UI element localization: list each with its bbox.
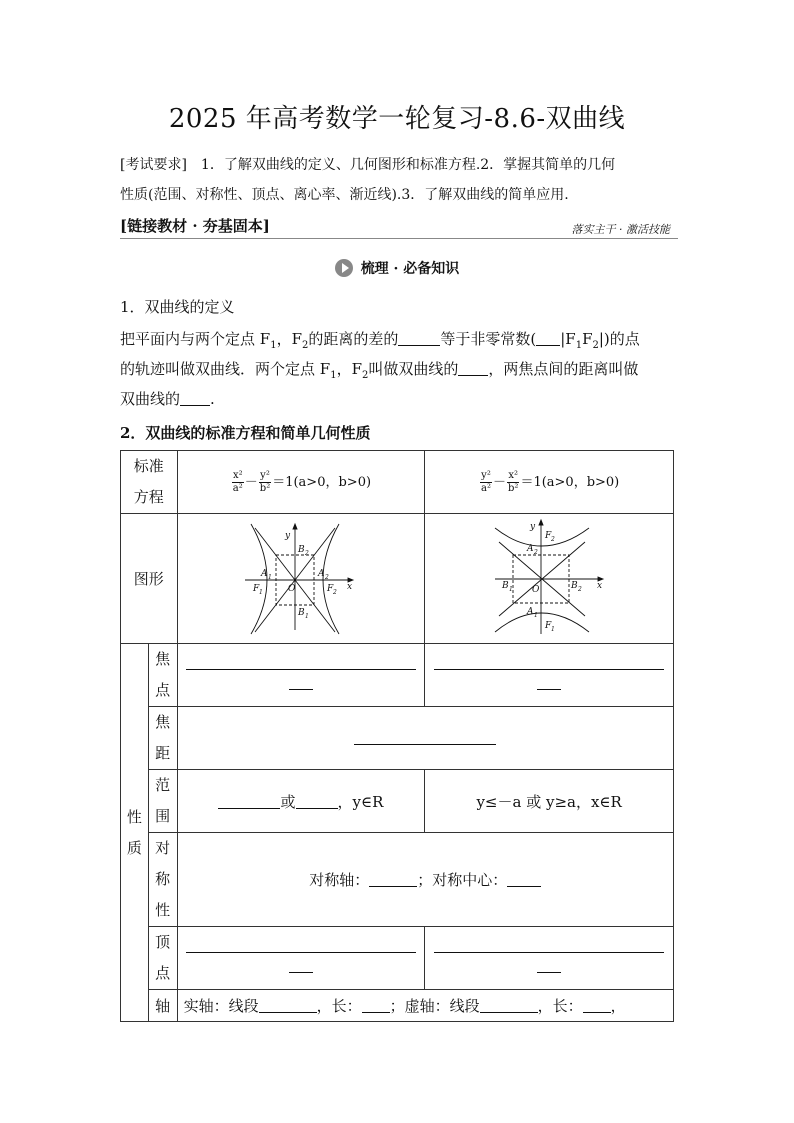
svg-text:2: 2 — [332, 588, 337, 596]
symmetry-answer[interactable]: 对称轴： ；对称中心： — [177, 833, 673, 927]
svg-text:x: x — [346, 581, 352, 592]
properties-heading: 2．双曲线的标准方程和简单几何性质 — [120, 424, 371, 442]
svg-text:F: F — [545, 620, 552, 631]
properties-table — [120, 450, 674, 1022]
svg-text:A: A — [317, 568, 325, 579]
hyperbola-x-diagram — [241, 518, 361, 636]
svg-text:O: O — [532, 584, 540, 595]
label-focus: 焦 点 — [148, 644, 177, 707]
svg-text:A: A — [260, 568, 268, 579]
section-title: [链接教材 · 夯基固本] — [120, 217, 270, 235]
svg-text:x: x — [597, 580, 603, 591]
section-subtitle: 落实主干 · 激活技能 — [571, 223, 670, 236]
label-symmetry: 对 称 性 — [148, 833, 177, 927]
svg-text:2: 2 — [551, 535, 555, 543]
table-row-vertex — [121, 927, 674, 990]
svg-text:2: 2 — [304, 549, 309, 557]
focus-answer-right[interactable] — [425, 644, 674, 707]
blank-focal-distance[interactable] — [180, 390, 210, 406]
equation-y-axis: $\frac{\text{y²}}{\text{a²}}$ － $\frac{\text{x²}}{\text{b²}}$ ＝1(a>0，b>0) — [425, 451, 674, 514]
svg-text:F: F — [326, 583, 334, 594]
svg-text:1: 1 — [534, 611, 538, 619]
svg-text:1: 1 — [551, 625, 555, 633]
table-row-axis — [121, 990, 674, 1022]
label-focal-distance: 焦 距 — [148, 707, 177, 770]
page-title: 2025 年高考数学一轮复习-8.6-双曲线 — [168, 104, 626, 134]
svg-text:1: 1 — [267, 573, 272, 581]
figure-vertical-hyperbola — [425, 514, 674, 644]
subsection-title: 梳理 · 必备知识 — [0, 258, 794, 278]
svg-text:F: F — [545, 530, 552, 541]
table-row-figure — [121, 514, 674, 644]
svg-text:2: 2 — [578, 585, 582, 593]
svg-text:B: B — [571, 580, 578, 591]
exam-requirements-line2: 性质(范围、对称性、顶点、离心率、渐近线).3．了解双曲线的简单应用. — [120, 187, 569, 203]
svg-text:B: B — [502, 580, 509, 591]
play-icon — [335, 259, 353, 277]
equation-x-axis: $\frac{\text{x²}}{\text{a²}}$ － $\frac{\text{y²}}{\text{b²}}$ ＝1(a>0，b>0) — [177, 451, 425, 514]
focus-answer-left[interactable] — [177, 644, 425, 707]
range-answer-left[interactable]: 或 ，y∈R — [177, 770, 425, 833]
blank-inequality[interactable] — [536, 330, 560, 346]
vertex-answer-right[interactable] — [425, 927, 674, 990]
svg-text:2: 2 — [534, 548, 538, 556]
blank-foci[interactable] — [458, 360, 488, 376]
svg-text:1: 1 — [258, 588, 263, 596]
svg-text:1: 1 — [509, 585, 513, 593]
definition-line1: 把平面内与两个定点 $F_1$，$F_2$的距离的差的 等于非零常数( $|F_1F_2|$)的点 — [120, 330, 640, 351]
label-figure: 图形 — [121, 514, 178, 644]
definition-line3: 双曲线的 . — [120, 390, 215, 408]
label-properties: 性 质 — [121, 644, 149, 1022]
svg-text:A: A — [527, 543, 534, 554]
label-vertex: 顶 点 — [148, 927, 177, 990]
table-row-focus — [121, 644, 674, 707]
definition-line2: 的轨迹叫做双曲线．两个定点 $F_1$，$F_2$叫做双曲线的 ，两焦点间的距离叫做 — [120, 360, 639, 381]
definition-heading: 1．双曲线的定义 — [120, 298, 235, 316]
table-row-symmetry — [121, 833, 674, 927]
range-right: y≤－a 或 y≥a，x∈R — [425, 770, 674, 833]
table-row-equation — [121, 451, 674, 514]
svg-text:B: B — [297, 544, 305, 555]
axis-answer[interactable]: 实轴：线段 ，长： ；虚轴：线段 ，长： ， — [177, 990, 673, 1022]
svg-text:1: 1 — [304, 612, 309, 620]
svg-text:F: F — [252, 583, 260, 594]
blank-absolute-value[interactable] — [398, 330, 440, 346]
vertex-answer-left[interactable] — [177, 927, 425, 990]
svg-text:2: 2 — [324, 573, 329, 581]
focal-distance-answer[interactable] — [177, 707, 673, 770]
table-row-focal-distance — [121, 707, 674, 770]
table-row-range — [121, 770, 674, 833]
svg-text:B: B — [297, 607, 305, 618]
section-header — [120, 215, 678, 239]
svg-text:A: A — [527, 606, 534, 617]
hyperbola-y-diagram — [489, 516, 609, 638]
label-range: 范 围 — [148, 770, 177, 833]
figure-horizontal-hyperbola — [177, 514, 425, 644]
svg-text:O: O — [287, 583, 296, 594]
label-standard-equation: 标准 方程 — [121, 451, 178, 514]
label-axis: 轴 — [148, 990, 177, 1022]
exam-requirements-line1: [考试要求] 1．了解双曲线的定义、几何图形和标准方程.2．掌握其简单的几何 — [120, 157, 616, 173]
svg-text:y: y — [530, 521, 536, 532]
svg-text:y: y — [284, 530, 291, 541]
